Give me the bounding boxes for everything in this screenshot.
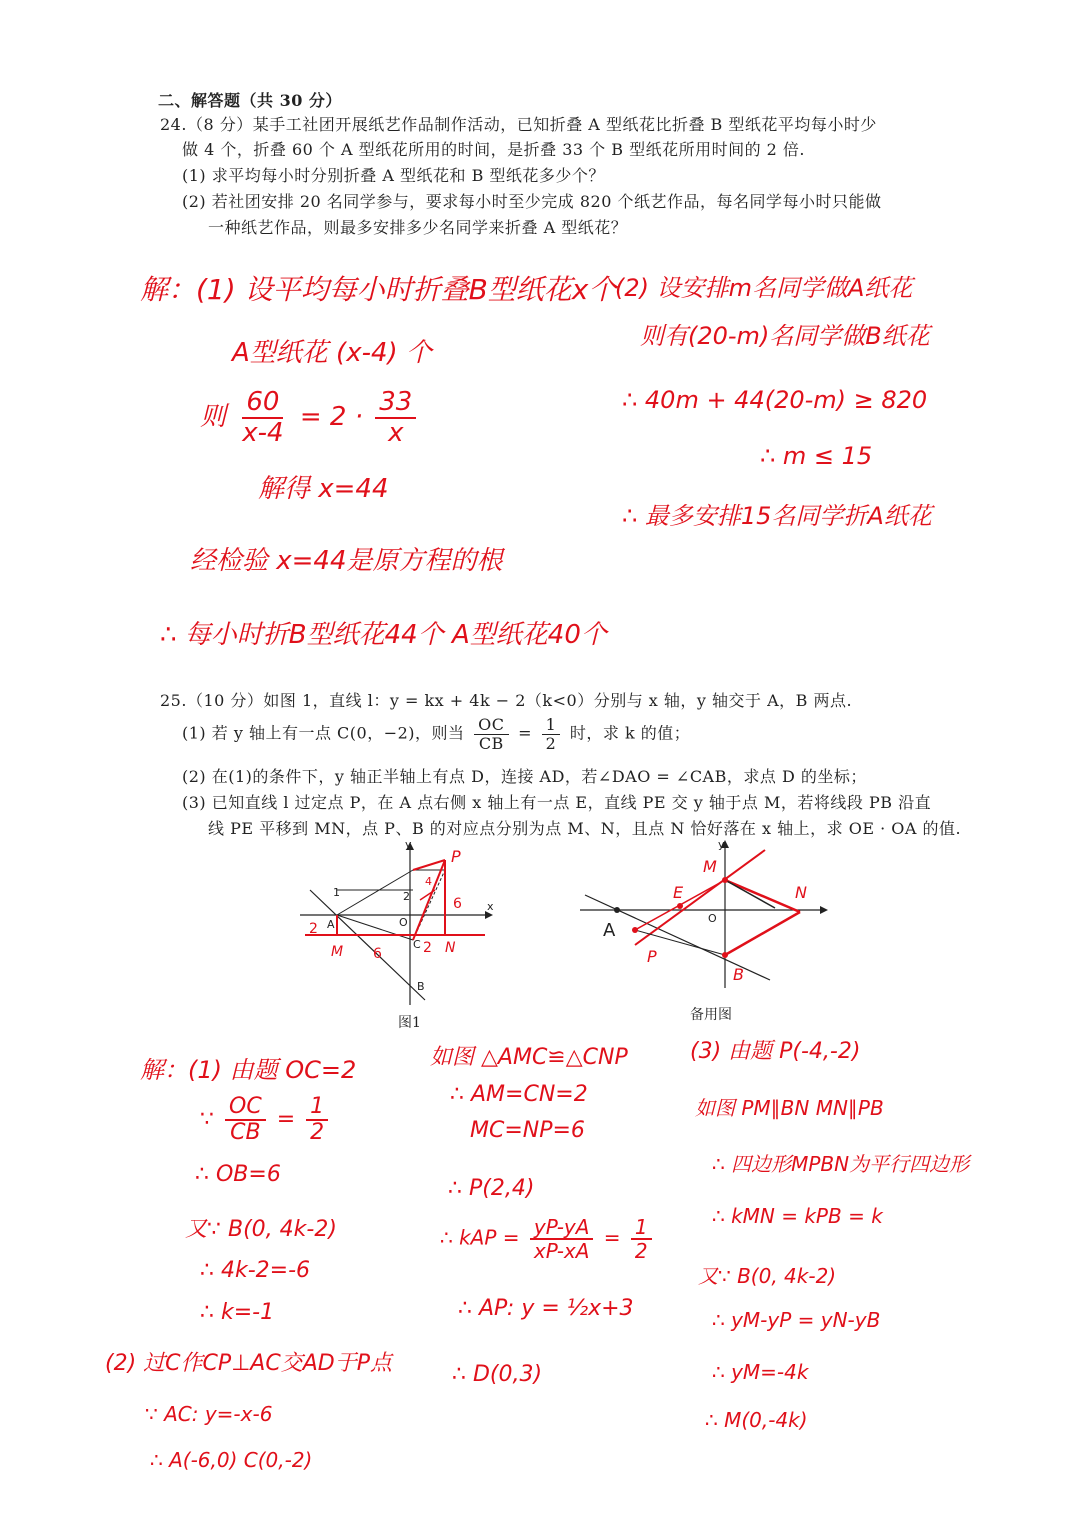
q25-line2-suffix: 时，求 k 的值；	[569, 723, 691, 743]
q25-ans3-l7: ∴ yM=-4k	[712, 1360, 809, 1384]
q24-ans-r2: 则有(20-m)名同学做B纸花	[640, 322, 930, 350]
figure-1	[295, 840, 505, 1010]
q25-ans2-frac2-den: 2	[634, 1239, 648, 1263]
q25-ans2-l1: 如图 △AMC≌△CNP	[430, 1045, 628, 1070]
q25-ans2-frac2	[631, 1216, 652, 1262]
fig2-O-label: O	[708, 912, 717, 925]
fig1-n2c: 2	[403, 890, 410, 903]
q25-ans2-l2: ∴ AM=CN=2	[450, 1082, 588, 1107]
q24-frac2	[375, 388, 416, 447]
q25-ans1-l7: (2) 过C作CP⊥AC交AD于P点	[105, 1351, 392, 1376]
q25-ans1-l8: ∵ AC: y=-x-6	[145, 1402, 273, 1426]
fig1-n4: 4	[425, 875, 432, 888]
q25-ans1-frac-den: CB	[230, 1120, 261, 1146]
q25-ans2-l6: ∴ AP: y = ½x+3	[458, 1296, 634, 1321]
q25-ans1-l1: 解：(1) 由题 OC=2	[140, 1056, 357, 1084]
q25-ans2-frac	[530, 1216, 594, 1262]
fig2-B-label: B	[733, 965, 744, 984]
q25-ans2-frac2-num: 1	[631, 1216, 652, 1240]
q25-ans1-frac	[225, 1095, 266, 1145]
fig1-C-label: C	[413, 938, 421, 951]
q25-ans1-frac-num: OC	[225, 1095, 266, 1121]
q24-ans-r3: ∴ 40m + 44(20-m) ≥ 820	[622, 386, 928, 414]
q24-line1: 24.（8 分）某手工社团开展纸艺作品制作活动，已知折叠 A 型纸花比折叠 B 型纸花平均每小时少	[160, 115, 877, 134]
q25-frac-half	[542, 716, 561, 752]
q24-ans-l3-prefix: 则	[200, 402, 227, 433]
q25-ans2-l5-eq: =	[603, 1225, 621, 1250]
fig2-y-label: y	[718, 840, 725, 851]
q25-ans1-frac2-den: 2	[310, 1120, 325, 1146]
fig2-M-label: M	[703, 857, 717, 876]
q24-line4: (2) 若社团安排 20 名同学参与，要求每小时至少完成 820 个纸艺作品，每名同学每小时只能做	[182, 192, 882, 211]
q24-ans-r4: ∴ m ≤ 15	[760, 442, 873, 470]
fig1-n6b: 6	[453, 896, 462, 912]
fig1-A-label: A	[327, 918, 335, 931]
q24-ans-l3	[200, 388, 420, 447]
q25-ans1-l9: ∴ A(-6,0) C(0,-2)	[150, 1448, 313, 1472]
q25-ans2-l5-prefix: ∴ kAP =	[440, 1225, 520, 1250]
q25-frac-oc-cb	[474, 716, 508, 752]
q25-ans2-l7: ∴ D(0,3)	[452, 1362, 543, 1387]
q24-ans-l3-mid: = 2 ·	[299, 402, 363, 433]
q25-ans2-l3: MC=NP=6	[470, 1118, 585, 1143]
q25-line2-eq: =	[518, 723, 532, 743]
q25-ans1-l2-eq: =	[276, 1107, 296, 1133]
q25-ans1-l4: 又∵ B(0, 4k-2)	[185, 1217, 337, 1242]
fig2-caption: 备用图	[690, 1007, 732, 1023]
q25-line3: (2) 在(1)的条件下，y 轴正半轴上有点 D，连接 AD，若∠DAO = ∠CAB，求点 D 的坐标；	[182, 767, 867, 786]
fig1-caption: 图1	[398, 1015, 421, 1031]
section-header: 二、解答题（共 30 分）	[158, 91, 342, 110]
fig2-P-label: P	[647, 947, 657, 966]
fig2-N-label: N	[795, 883, 807, 902]
q25-ans3-l2: 如图 PM∥BN MN∥PB	[695, 1096, 884, 1120]
q24-line5: 一种纸艺作品，则最多安排多少名同学来折叠 A 型纸花？	[208, 218, 628, 237]
q25-frac-half-num: 1	[542, 716, 561, 735]
q25-frac-num: OC	[474, 716, 508, 735]
q24-ans-r1: (2) 设安排m名同学做A纸花	[615, 274, 913, 302]
fig1-P-label: P	[451, 847, 461, 866]
q24-ans-r5: ∴ 最多安排15名同学折A纸花	[622, 502, 932, 530]
q25-line4: (3) 已知直线 l 过定点 P，在 A 点右侧 x 轴上有一点 E，直线 PE 交 y 轴于点 M，若将线段 PB 沿直	[182, 793, 932, 812]
q25-line5: 线 PE 平移到 MN，点 P、B 的对应点分别为点 M、N，且点 N 恰好落在 x 轴上，求 OE · OA 的值.	[208, 819, 962, 838]
fig1-n2b: 2	[423, 940, 432, 956]
fig1-B-label: B	[417, 980, 425, 993]
fig1-M-label: M	[331, 944, 344, 960]
q25-ans2-frac-num: yP-yA	[530, 1216, 594, 1240]
q25-ans2-l5	[440, 1216, 656, 1262]
fig2-A-label: A	[603, 920, 616, 941]
q25-ans3-l3: ∴ 四边形MPBN为平行四边形	[712, 1152, 970, 1176]
q25-ans2-frac-den: xP-xA	[533, 1239, 590, 1263]
fig2-E-label: E	[673, 883, 684, 902]
fig1-n6a: 6	[373, 946, 382, 962]
q25-ans2-l4: ∴ P(2,4)	[448, 1176, 535, 1201]
q24-frac1-den: x-4	[242, 417, 284, 448]
q24-frac1	[238, 388, 287, 447]
q25-ans1-frac2-num: 1	[306, 1095, 328, 1121]
q25-ans1-l3: ∴ OB=6	[195, 1162, 281, 1187]
q25-ans1-l5: ∴ 4k-2=-6	[200, 1258, 311, 1283]
q25-ans1-l6: ∴ k=-1	[200, 1300, 275, 1325]
q25-frac-den: CB	[478, 733, 504, 753]
q25-ans3-l6: ∴ yM-yP = yN-yB	[712, 1308, 881, 1332]
q24-ans-l2: A型纸花 (x-4) 个	[232, 338, 432, 368]
fig1-O-label: O	[399, 916, 408, 929]
fig1-y-label: y	[405, 840, 412, 851]
q24-frac2-den: x	[388, 417, 404, 448]
fig1-N-label: N	[445, 940, 456, 956]
q24-ans-l1: 解：(1) 设平均每小时折叠B型纸花x个	[140, 273, 617, 306]
figure-2	[575, 840, 835, 990]
q25-ans3-l4: ∴ kMN = kPB = k	[712, 1204, 883, 1228]
q25-frac-half-den: 2	[545, 733, 557, 753]
q25-ans1-frac2	[306, 1095, 328, 1145]
q25-line2	[182, 716, 690, 752]
q24-frac1-num: 60	[242, 388, 283, 419]
q24-line2: 做 4 个，折叠 60 个 A 型纸花所用的时间，是折叠 33 个 B 型纸花所用时间的 2 倍.	[182, 140, 806, 159]
q24-ans-l6: ∴ 每小时折B型纸花44个 A型纸花40个	[160, 620, 607, 650]
q25-ans3-l5: 又∵ B(0, 4k-2)	[698, 1264, 837, 1288]
q24-line3: (1) 求平均每小时分别折叠 A 型纸花和 B 型纸花多少个？	[182, 166, 605, 185]
fig1-n1: 1	[333, 886, 340, 899]
fig1-x-label: x	[487, 900, 494, 913]
fig1-n2a: 2	[309, 921, 318, 937]
q25-ans3-l1: (3) 由题 P(-4,-2)	[690, 1039, 861, 1064]
q24-ans-l4: 解得 x=44	[258, 474, 389, 504]
q24-ans-l5: 经检验 x=44是原方程的根	[190, 546, 503, 576]
q25-ans1-l2-prefix: ∵	[200, 1107, 214, 1133]
q25-ans3-l8: ∴ M(0,-4k)	[705, 1408, 808, 1432]
q25-ans1-l2	[200, 1095, 332, 1145]
q25-line2-prefix: (1) 若 y 轴上有一点 C(0，−2)，则当	[182, 723, 465, 743]
q24-frac2-num: 33	[375, 388, 416, 419]
q25-line1: 25.（10 分）如图 1，直线 l：y = kx + 4k − 2（k<0）分别与 x 轴，y 轴交于 A，B 两点.	[160, 691, 853, 710]
